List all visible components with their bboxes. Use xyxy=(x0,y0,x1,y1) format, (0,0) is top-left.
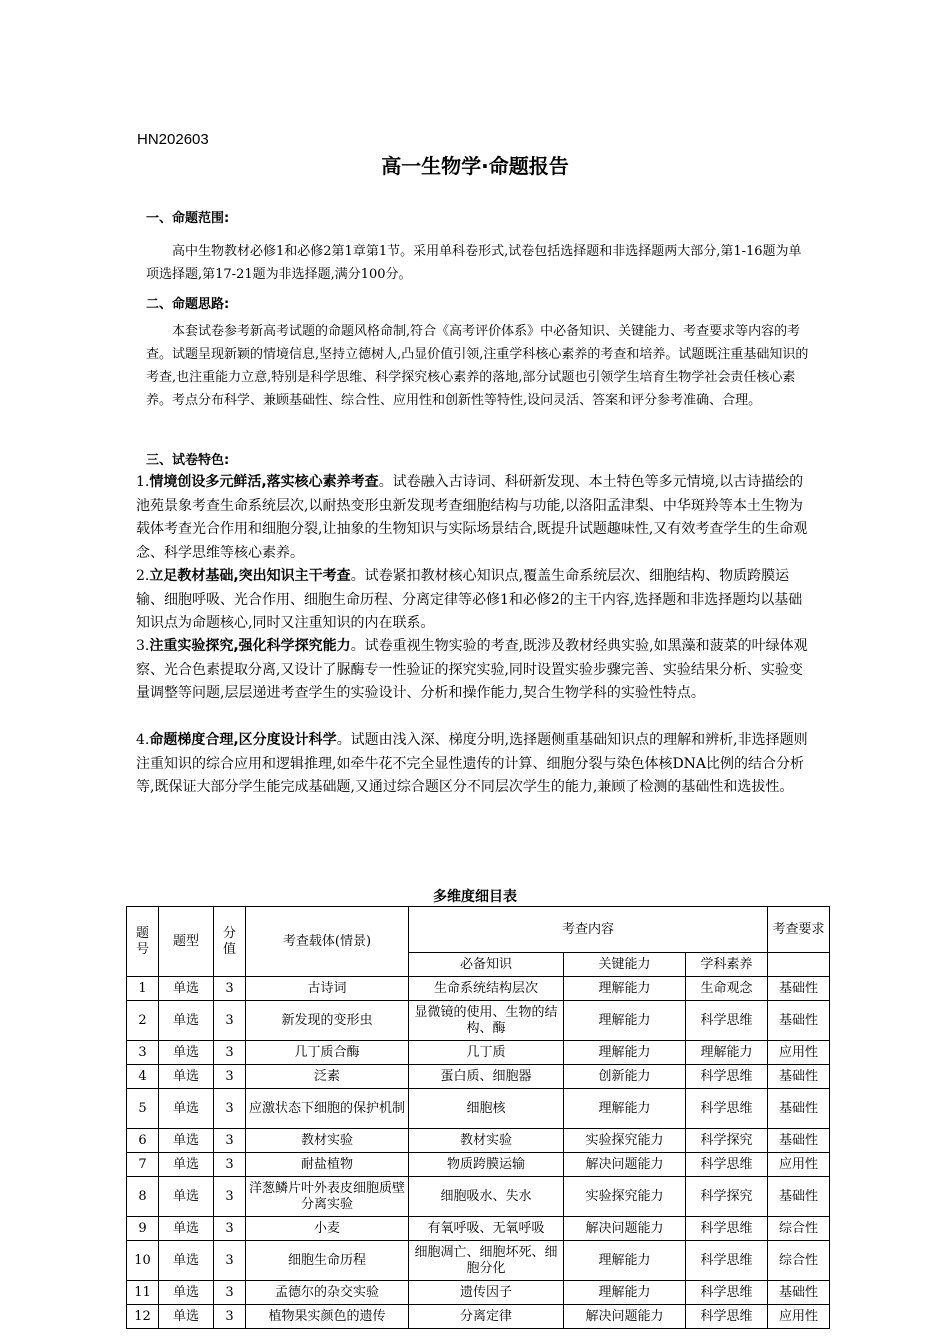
table-cell-l: 科学思维 xyxy=(686,1281,768,1305)
table-cell-n: 2 xyxy=(127,1001,159,1041)
header-content: 考查内容 xyxy=(409,907,768,953)
feature-paragraph-1: 1.情境创设多元鲜活,落实核心素养考查。试卷融入古诗词、科研新发现、本土特色等多元情境,以古诗描绘的池苑景象考查生命系统层次,以耐热变形虫新发现考查细胞结构与功能,以洛阳孟津梨、中华斑羚等本土生物为载体考查光合作用和细胞分裂,让抽象的生物知识与实际场景结合,既提升试题趣味性,又有效考查学生的生命观念、科学思维等核心素养。 xyxy=(136,474,808,561)
table-row xyxy=(127,1129,830,1153)
table-cell-t: 单选 xyxy=(159,1041,214,1065)
header-knowledge: 必备知识 xyxy=(409,953,564,977)
detail-table xyxy=(126,906,830,1329)
table-cell-k: 显微镜的使用、生物的结构、酶 xyxy=(409,1001,564,1041)
table-cell-a: 创新能力 xyxy=(564,1065,686,1089)
table-cell-l: 科学思维 xyxy=(686,1001,768,1041)
table-cell-c: 古诗词 xyxy=(246,977,409,1001)
table-cell-l: 科学思维 xyxy=(686,1065,768,1089)
table-cell-k: 分离定律 xyxy=(409,1305,564,1329)
table-cell-a: 解决问题能力 xyxy=(564,1217,686,1241)
table-cell-c: 新发现的变形虫 xyxy=(246,1001,409,1041)
table-cell-a: 理解能力 xyxy=(564,1281,686,1305)
table-row xyxy=(127,1065,830,1089)
table-cell-a: 理解能力 xyxy=(564,1089,686,1129)
table-cell-n: 7 xyxy=(127,1153,159,1177)
table-row xyxy=(127,1089,830,1129)
table-cell-s: 3 xyxy=(214,1177,246,1217)
header-empty xyxy=(768,953,830,977)
table-cell-s: 3 xyxy=(214,977,246,1001)
table-cell-r: 基础性 xyxy=(768,1281,830,1305)
table-cell-k: 细胞核 xyxy=(409,1089,564,1129)
table-cell-c: 细胞生命历程 xyxy=(246,1241,409,1281)
section-text-approach: 本套试卷参考新高考试题的命题风格命制,符合《高考评价体系》中必备知识、关键能力、考查要求等内容的考查。试题呈现新颖的情境信息,坚持立德树人,凸显价值引领,注重学科核心素养的考查和培养。试题既注重基础知识的考查,也注重能力立意,特别是科学思维、科学探究核心素养的落地,部分试题也引领学生培育生物学社会责任核心素养。考点分布科学、兼顾基础性、综合性、应用性和创新性等特性,设问灵活、答案和评分参考准确、合理。 xyxy=(146,324,809,408)
table-cell-k: 教材实验 xyxy=(409,1129,564,1153)
table-cell-t: 单选 xyxy=(159,1305,214,1329)
section-heading-approach: 二、命题思路: xyxy=(146,297,230,312)
table-cell-a: 理解能力 xyxy=(564,1001,686,1041)
table-cell-l: 生命观念 xyxy=(686,977,768,1001)
table-cell-c: 孟德尔的杂交实验 xyxy=(246,1281,409,1305)
table-cell-l: 理解能力 xyxy=(686,1041,768,1065)
table-cell-s: 3 xyxy=(214,1065,246,1089)
table-cell-a: 理解能力 xyxy=(564,1241,686,1281)
feature-paragraph-3: 3.注重实验探究,强化科学探究能力。试卷重视生物实验的考查,既涉及教材经典实验,如黑藻和菠菜的叶绿体观察、光合色素提取分离,又设计了脲酶专一性验证的探究实验,同时设置实验步骤完善、实验结果分析、实验变量调整等问题,层层递进考查学生的实验设计、分析和操作能力,契合生物学科的实验性特点。 xyxy=(136,638,808,701)
header-type: 题型 xyxy=(159,907,214,977)
table-cell-r: 基础性 xyxy=(768,1177,830,1217)
header-score: 分值 xyxy=(214,907,246,977)
table-cell-s: 3 xyxy=(214,1089,246,1129)
table-cell-s: 3 xyxy=(214,1281,246,1305)
table-cell-r: 基础性 xyxy=(768,1001,830,1041)
table-cell-r: 基础性 xyxy=(768,1065,830,1089)
table-cell-r: 基础性 xyxy=(768,1089,830,1129)
table-cell-a: 理解能力 xyxy=(564,977,686,1001)
table-cell-a: 实验探究能力 xyxy=(564,1129,686,1153)
table-cell-s: 3 xyxy=(214,1305,246,1329)
table-cell-k: 物质跨膜运输 xyxy=(409,1153,564,1177)
table-cell-r: 综合性 xyxy=(768,1241,830,1281)
table-cell-r: 基础性 xyxy=(768,1129,830,1153)
table-cell-s: 3 xyxy=(214,1041,246,1065)
table-row xyxy=(127,1001,830,1041)
table-cell-l: 科学思维 xyxy=(686,1153,768,1177)
header-carrier: 考查载体(情景) xyxy=(246,907,409,977)
table-cell-n: 9 xyxy=(127,1217,159,1241)
table-cell-r: 应用性 xyxy=(768,1153,830,1177)
table-cell-s: 3 xyxy=(214,1217,246,1241)
table-cell-k: 遗传因子 xyxy=(409,1281,564,1305)
table-cell-a: 实验探究能力 xyxy=(564,1177,686,1217)
table-cell-s: 3 xyxy=(214,1001,246,1041)
table-row xyxy=(127,1241,830,1281)
table-cell-r: 综合性 xyxy=(768,1217,830,1241)
table-cell-t: 单选 xyxy=(159,1089,214,1129)
feature-paragraph-2: 2.立足教材基础,突出知识主干考查。试卷紧扣教材核心知识点,覆盖生命系统层次、细胞结构、物质跨膜运输、细胞呼吸、光合作用、细胞生命历程、分离定律等必修1和必修2的主干内容,选择题和非选择题均以基础知识点为命题核心,同时又注重知识的内在联系。 xyxy=(136,568,803,631)
table-cell-k: 有氧呼吸、无氧呼吸 xyxy=(409,1217,564,1241)
table-cell-t: 单选 xyxy=(159,1065,214,1089)
table-cell-c: 应激状态下细胞的保护机制 xyxy=(246,1089,409,1129)
table-row xyxy=(127,1305,830,1329)
table-cell-r: 基础性 xyxy=(768,977,830,1001)
table-cell-l: 科学思维 xyxy=(686,1089,768,1129)
table-cell-n: 6 xyxy=(127,1129,159,1153)
table-row xyxy=(127,977,830,1001)
table-cell-k: 细胞凋亡、细胞坏死、细胞分化 xyxy=(409,1241,564,1281)
table-row xyxy=(127,1153,830,1177)
table-cell-t: 单选 xyxy=(159,1153,214,1177)
table-cell-k: 几丁质 xyxy=(409,1041,564,1065)
table-cell-l: 科学思维 xyxy=(686,1305,768,1329)
table-cell-l: 科学思维 xyxy=(686,1241,768,1281)
section-heading-scope: 一、命题范围: xyxy=(146,211,230,226)
table-cell-s: 3 xyxy=(214,1241,246,1281)
table-cell-l: 科学探究 xyxy=(686,1177,768,1217)
table-cell-t: 单选 xyxy=(159,1241,214,1281)
table-cell-k: 细胞吸水、失水 xyxy=(409,1177,564,1217)
table-row xyxy=(127,1217,830,1241)
section-text-scope: 高中生物教材必修1和必修2第1章第1节。采用单科卷形式,试卷包括选择题和非选择题两大部分,第1-16题为单项选择题,第17-21题为非选择题,满分100分。 xyxy=(146,244,802,282)
table-cell-s: 3 xyxy=(214,1129,246,1153)
table-cell-a: 解决问题能力 xyxy=(564,1305,686,1329)
table-cell-c: 教材实验 xyxy=(246,1129,409,1153)
table-cell-t: 单选 xyxy=(159,1129,214,1153)
page-title: 高一生物学·命题报告 xyxy=(381,154,569,178)
table-cell-a: 解决问题能力 xyxy=(564,1153,686,1177)
table-row xyxy=(127,1177,830,1217)
table-cell-c: 植物果实颜色的遗传 xyxy=(246,1305,409,1329)
section-heading-features: 三、试卷特色: xyxy=(146,453,230,468)
table-cell-k: 蛋白质、细胞器 xyxy=(409,1065,564,1089)
table-cell-t: 单选 xyxy=(159,1001,214,1041)
table-cell-c: 泛素 xyxy=(246,1065,409,1089)
header-num: 题号 xyxy=(127,907,159,977)
table-caption: 多维度细目表 xyxy=(433,889,517,905)
header-literacy: 学科素养 xyxy=(686,953,768,977)
table-cell-t: 单选 xyxy=(159,1217,214,1241)
header-ability: 关键能力 xyxy=(564,953,686,977)
table-cell-t: 单选 xyxy=(159,977,214,1001)
table-cell-c: 几丁质合酶 xyxy=(246,1041,409,1065)
table-cell-t: 单选 xyxy=(159,1177,214,1217)
table-cell-r: 应用性 xyxy=(768,1305,830,1329)
table-cell-a: 理解能力 xyxy=(564,1041,686,1065)
table-cell-c: 小麦 xyxy=(246,1217,409,1241)
table-cell-n: 10 xyxy=(127,1241,159,1281)
table-row xyxy=(127,1281,830,1305)
document-code: HN202603 xyxy=(137,131,209,148)
table-cell-n: 12 xyxy=(127,1305,159,1329)
table-cell-l: 科学思维 xyxy=(686,1217,768,1241)
table-cell-l: 科学探究 xyxy=(686,1129,768,1153)
feature-paragraph-4: 4.命题梯度合理,区分度设计科学。试题由浅入深、梯度分明,选择题侧重基础知识点的理解和辨析,非选择题则注重知识的综合应用和逻辑推理,如牵牛花不完全显性遗传的计算、细胞分裂与染色体核DNA比例的结合分析等,既保证大部分学生能完成基础题,又通过综合题区分不同层次学生的能力,兼顾了检测的基础性和选拔性。 xyxy=(136,732,808,795)
table-cell-n: 1 xyxy=(127,977,159,1001)
table-cell-n: 4 xyxy=(127,1065,159,1089)
table-cell-k: 生命系统结构层次 xyxy=(409,977,564,1001)
table-cell-n: 8 xyxy=(127,1177,159,1217)
table-cell-n: 11 xyxy=(127,1281,159,1305)
table-cell-n: 5 xyxy=(127,1089,159,1129)
table-cell-c: 洋葱鳞片叶外表皮细胞质壁分离实验 xyxy=(246,1177,409,1217)
table-cell-t: 单选 xyxy=(159,1281,214,1305)
table-cell-c: 耐盐植物 xyxy=(246,1153,409,1177)
table-cell-n: 3 xyxy=(127,1041,159,1065)
table-cell-s: 3 xyxy=(214,1153,246,1177)
table-row xyxy=(127,1041,830,1065)
table-cell-r: 应用性 xyxy=(768,1041,830,1065)
header-requirement: 考查要求 xyxy=(768,907,830,953)
